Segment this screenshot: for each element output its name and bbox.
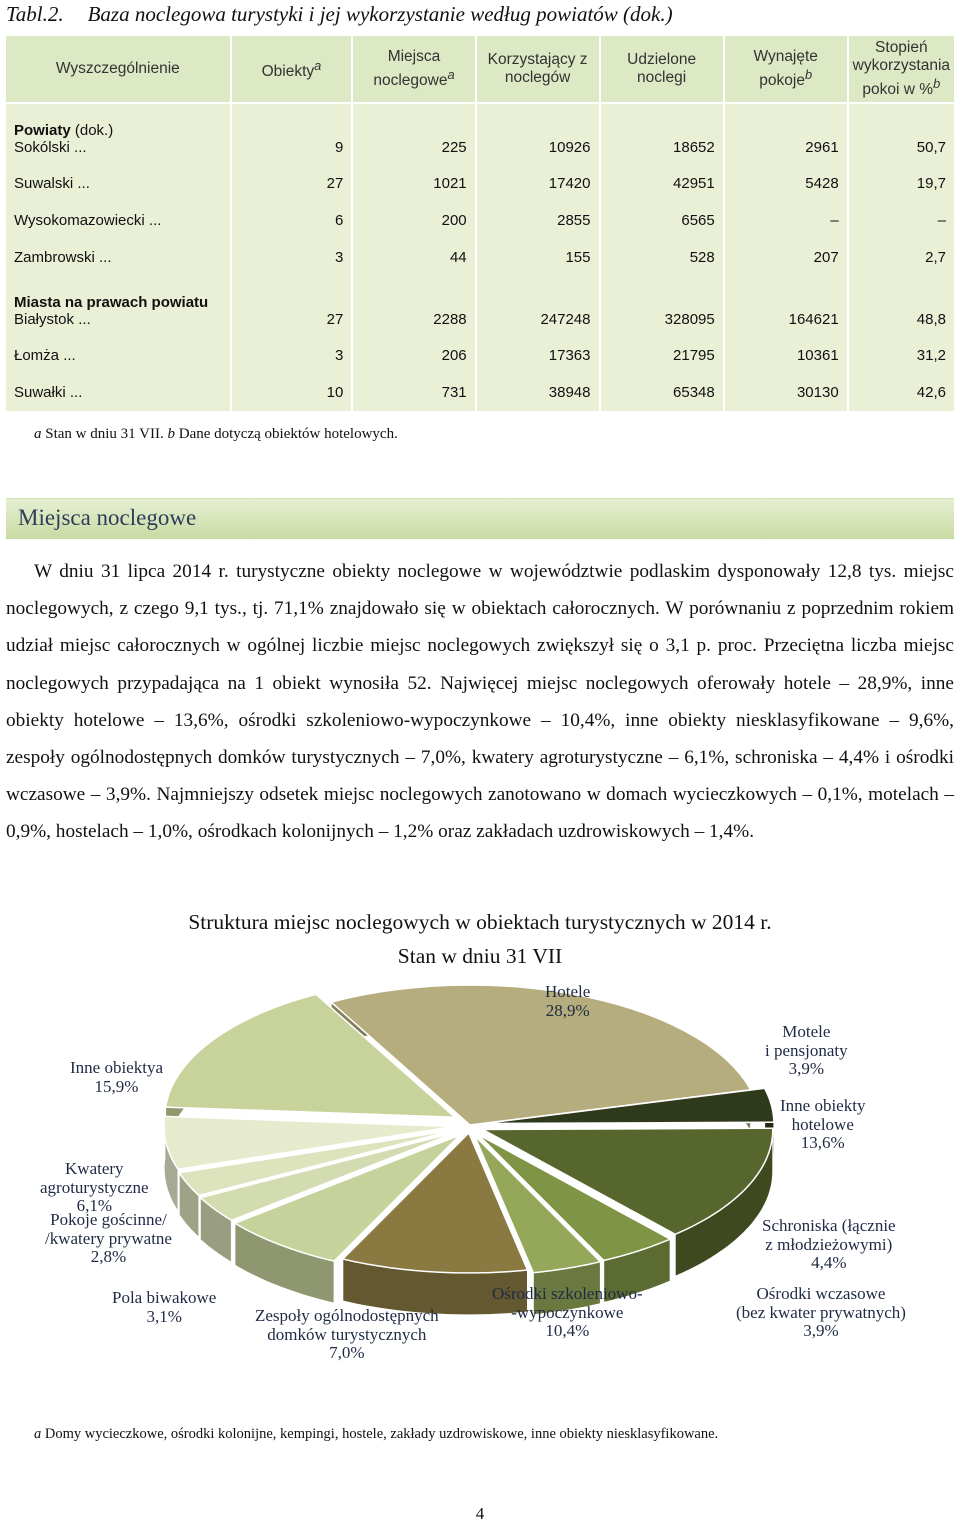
row-label: Zambrowski ... xyxy=(6,239,232,276)
table-row xyxy=(6,239,954,276)
table-cell: 3 xyxy=(232,239,354,276)
table-cell: 65348 xyxy=(601,374,725,411)
table-cell: 27 xyxy=(232,165,354,202)
table-cell: 42951 xyxy=(601,165,725,202)
table-cell: 17420 xyxy=(477,165,601,202)
table-cell: 3 xyxy=(232,337,354,374)
row-label: Suwalski ... xyxy=(6,165,232,202)
section-heading: Miejsca noclegowe xyxy=(18,505,197,530)
pie-label: Motele i pensjonaty 3,9% xyxy=(765,1022,848,1078)
row-label: Powiaty (dok.) Sokólski ... xyxy=(6,104,232,165)
table-row xyxy=(6,276,954,337)
section-banner xyxy=(6,498,954,539)
table-cell: 247248 xyxy=(477,276,601,337)
page-number: 4 xyxy=(475,1504,485,1523)
table-footnote: a Stan w dniu 31 VII. b Dane dotyczą obiektów hotelowych. xyxy=(34,426,398,442)
table-cell: 50,7 xyxy=(849,104,954,165)
header-wynajete-pokoje: Wynajęte pokoje$^b$ xyxy=(725,36,849,104)
header-obiekty: Obiekty$^a$ xyxy=(232,36,354,104)
table-cell: 5428 xyxy=(725,165,849,202)
table-caption xyxy=(6,2,673,27)
table-row xyxy=(6,202,954,239)
table-cell: 38948 xyxy=(477,374,601,411)
pie-label: Schroniska (łącznie z młodzieżowymi) 4,4% xyxy=(762,1216,896,1272)
table-row xyxy=(6,337,954,374)
header-stopien-wykorzystania: Stopień wykorzystania pokoi w %$^b$ xyxy=(849,36,954,104)
chart-title: Struktura miejsc noclegowych w obiektach turystycznych w 2014 r. xyxy=(188,910,772,934)
table-row xyxy=(6,165,954,202)
table-cell: 164621 xyxy=(725,276,849,337)
accommodation-table xyxy=(6,36,954,411)
table-cell: 206 xyxy=(353,337,476,374)
table-cell: 2961 xyxy=(725,104,849,165)
table-cell: 2,7 xyxy=(849,239,954,276)
section-label: Miasta na prawach powiatu xyxy=(14,294,209,311)
table-cell: 31,2 xyxy=(849,337,954,374)
table-cell: 328095 xyxy=(601,276,725,337)
body-paragraph: W dniu 31 lipca 2014 r. turystyczne obiekty noclegowe w województwie podlaskim dysponowały 12,8 tys. miejsc noclegowych, z czego 9,1 tys., tj. 71,1% znajdowało się w obiektach całorocznych. W porównaniu z poprzednim rokiem udział miejsc całorocznych w ogólnej liczbie miejsc noclegowych zwiększył się o 3,1 p. proc. Przeciętna liczba miejsc noclegowych przypadająca na 1 obiekt wynosiła 52. Najwięcej miejsc noclegowych oferowały hotele – 28,9%, inne obiekty hotelowe – 13,6%, ośrodki szkoleniowo-wypoczynkowe – 10,4%, inne obiekty niesklasyfikowane – 9,6%, zespoły ogólnodostępnych domków turystycznych – 7,0%, kwatery agroturystyczne – 6,1%, schroniska – 4,4% i ośrodki wczasowe – 3,9%. Najmniejszy odsetek miejsc noclegowych zanotowano w domach wycieczkowych – 0,1%, motelach – 0,9%, hostelach – 1,0%, ośrodkach kolonijnych – 1,2% oraz zakładach uzdrowiskowych – 1,4%. xyxy=(6,561,954,843)
row-label: Wysokomazowiecki ... xyxy=(6,202,232,239)
header-miejsca-noclegowe: Miejsca noclegowe$^a$ xyxy=(353,36,476,104)
table-cell: 19,7 xyxy=(849,165,954,202)
pie-label: Pola biwakowe 3,1% xyxy=(112,1288,217,1326)
table-cell: 6565 xyxy=(601,202,725,239)
table-title: Baza noclegowa turystyki i jej wykorzystanie według powiatów (dok.) xyxy=(87,2,673,26)
table-cell: 44 xyxy=(353,239,476,276)
table-cell: – xyxy=(725,202,849,239)
table-cell: 6 xyxy=(232,202,354,239)
table-cell: 27 xyxy=(232,276,354,337)
table-number: Tabl.2. xyxy=(6,2,64,26)
table-cell: 731 xyxy=(353,374,476,411)
table-cell: 528 xyxy=(601,239,725,276)
table-cell: 1021 xyxy=(353,165,476,202)
table-cell: 10361 xyxy=(725,337,849,374)
table-cell: 9 xyxy=(232,104,354,165)
row-label: Suwałki ... xyxy=(6,374,232,411)
table-cell: 225 xyxy=(353,104,476,165)
row-label: Łomża ... xyxy=(6,337,232,374)
header-udzielone-noclegi: Udzielone noclegi xyxy=(601,36,725,104)
pie-label: Hotele 28,9% xyxy=(545,982,591,1020)
table-cell: 10926 xyxy=(477,104,601,165)
pie-label: Ośrodki szkoleniowo- -wypoczynkowe 10,4% xyxy=(492,1284,643,1340)
table-cell: 17363 xyxy=(477,337,601,374)
pie-chart xyxy=(0,975,960,1405)
table-cell: 155 xyxy=(477,239,601,276)
pie-label: Zespoły ogólnodostępnych domków turystycznych 7,0% xyxy=(255,1306,439,1362)
table-cell: 10 xyxy=(232,374,354,411)
pie-label: Kwatery agroturystyczne 6,1% xyxy=(40,1159,149,1215)
chart-subtitle: Stan w dniu 31 VII xyxy=(397,944,563,968)
pie-label: Inne obiekty hotelowe 13,6% xyxy=(780,1096,866,1152)
row-label: Miasta na prawach powiatu Białystok ... xyxy=(6,276,232,337)
table-cell: 42,6 xyxy=(849,374,954,411)
header-wyszczegolnienie: Wyszczególnienie xyxy=(6,36,232,104)
chart-footnote: a Domy wycieczkowe, ośrodki kolonijne, kempingi, hostele, zakłady uzdrowiskowe, inne obiekty niesklasyfikowane. xyxy=(34,1426,719,1442)
header-korzystajacy: Korzystający z noclegów xyxy=(477,36,601,104)
pie-label: Inne obiektya 15,9% xyxy=(70,1058,163,1096)
table-row xyxy=(6,374,954,411)
pie-label: Ośrodki wczasowe (bez kwater prywatnych) 3,9% xyxy=(736,1284,906,1340)
table-cell: 21795 xyxy=(601,337,725,374)
pie-label: Pokoje gościnne/ /kwatery prywatne 2,8% xyxy=(45,1210,172,1266)
table-cell: 200 xyxy=(353,202,476,239)
section-label: Powiaty (dok.) xyxy=(14,122,114,139)
table-cell: 48,8 xyxy=(849,276,954,337)
table-cell: 207 xyxy=(725,239,849,276)
table-row xyxy=(6,104,954,165)
table-cell: – xyxy=(849,202,954,239)
table-cell: 2855 xyxy=(477,202,601,239)
table-cell: 30130 xyxy=(725,374,849,411)
table-cell: 18652 xyxy=(601,104,725,165)
table-cell: 2288 xyxy=(353,276,476,337)
